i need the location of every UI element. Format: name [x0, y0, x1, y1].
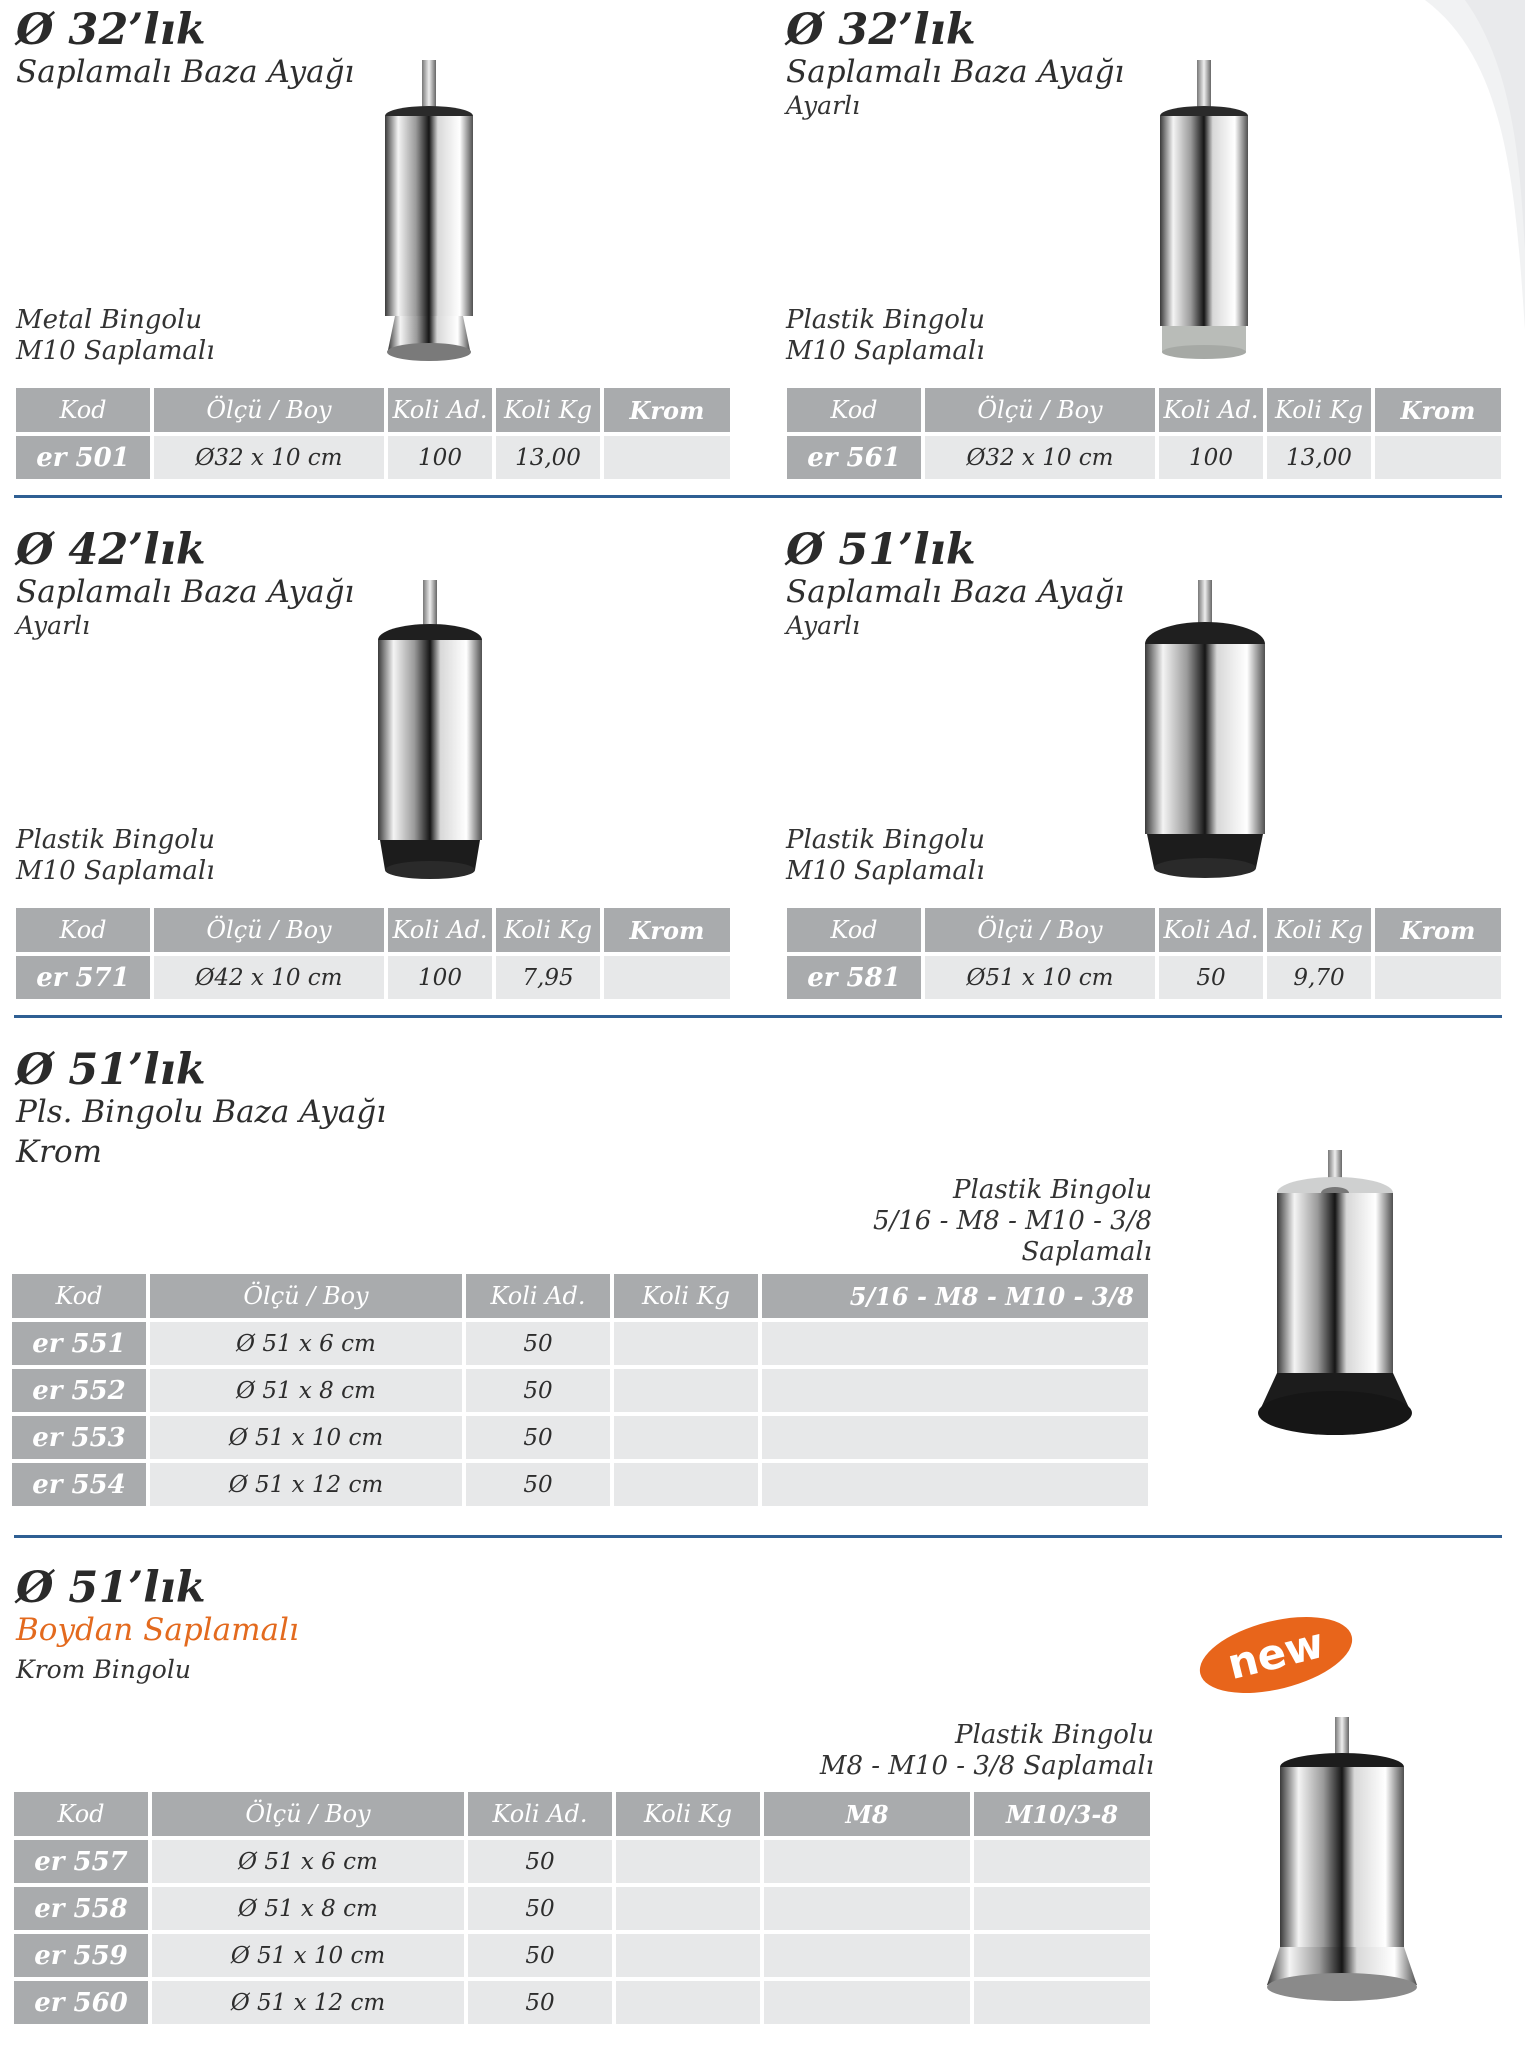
- column-header: Ölçü / Boy: [925, 388, 1155, 432]
- table-cell: 50: [466, 1416, 610, 1459]
- product-table: [8, 1270, 1152, 1510]
- table-cell: Ø32 x 10 cm: [925, 436, 1155, 479]
- table-cell: Ø 51 x 12 cm: [152, 1981, 464, 2024]
- product-code: er 558: [14, 1887, 148, 1930]
- product-spec: [786, 825, 985, 887]
- product-block: [16, 6, 396, 90]
- table-cell: [974, 1934, 1150, 1977]
- new-badge-icon: [1196, 1610, 1356, 1700]
- table-cell: Ø 51 x 6 cm: [152, 1840, 464, 1883]
- table-row: [787, 436, 1501, 479]
- table-cell: [762, 1416, 1148, 1459]
- table-cell: Ø 51 x 8 cm: [152, 1887, 464, 1930]
- product-title: Ø 51’lık: [16, 1045, 206, 1095]
- table-cell: Ø 51 x 6 cm: [150, 1322, 462, 1365]
- product-subtitle: Saplamalı Baza Ayağı: [16, 574, 355, 610]
- product-block: [786, 526, 1166, 642]
- column-header: Koli Kg: [1267, 388, 1371, 432]
- product-note: Ayarlı: [16, 611, 91, 640]
- spec-line: Saplamalı: [1021, 1237, 1152, 1267]
- table-cell: [974, 1981, 1150, 2024]
- spec-line: Plastik Bingolu: [955, 1720, 1154, 1750]
- product-title: Ø 51’lık: [786, 525, 976, 575]
- product-note: Krom: [16, 1134, 103, 1170]
- product-spec: [16, 305, 215, 367]
- product-block: [16, 1046, 516, 1170]
- table-cell: [616, 1887, 760, 1930]
- spec-line: M10 Saplamalı: [16, 336, 215, 366]
- product-photo-chrome-leg: [370, 58, 490, 368]
- table-cell: 100: [388, 436, 492, 479]
- product-subtitle: Saplamalı Baza Ayağı: [786, 574, 1125, 610]
- table-cell: [604, 436, 730, 479]
- table-cell: 100: [388, 956, 492, 999]
- product-code: er 571: [16, 956, 150, 999]
- product-code: er 551: [12, 1322, 146, 1365]
- product-code: er 557: [14, 1840, 148, 1883]
- table-cell: [764, 1887, 970, 1930]
- column-header: Krom: [604, 908, 730, 952]
- table-cell: [762, 1322, 1148, 1365]
- table-cell: 50: [468, 1934, 612, 1977]
- table-header-row: [16, 388, 730, 432]
- product-code: er 561: [787, 436, 921, 479]
- product-spec: [16, 825, 215, 887]
- column-header: Kod: [16, 388, 150, 432]
- table-row: [14, 1981, 1150, 2024]
- spec-line: M10 Saplamalı: [786, 336, 985, 366]
- table-cell: Ø32 x 10 cm: [154, 436, 384, 479]
- product-table: [783, 904, 1505, 1003]
- product-spec: [760, 1720, 1154, 1782]
- column-header: Krom: [1375, 388, 1501, 432]
- table-cell: 50: [466, 1463, 610, 1506]
- spec-line: M8 - M10 - 3/8 Saplamalı: [819, 1751, 1154, 1781]
- table-cell: [616, 1934, 760, 1977]
- table-row: [14, 1887, 1150, 1930]
- column-header: Ölçü / Boy: [154, 908, 384, 952]
- table-header-row: [787, 908, 1501, 952]
- table-row: [14, 1934, 1150, 1977]
- product-photo-chrome-leg: [1145, 58, 1265, 368]
- table-row: [12, 1416, 1148, 1459]
- table-cell: Ø51 x 10 cm: [925, 956, 1155, 999]
- section-divider: [14, 1535, 1502, 1538]
- table-cell: [616, 1840, 760, 1883]
- product-subtitle: Boydan Saplamalı: [16, 1612, 299, 1648]
- product-title: Ø 32’lık: [16, 5, 206, 55]
- product-note: Krom Bingolu: [16, 1655, 191, 1684]
- column-header: 5/16 - M8 - M10 - 3/8: [762, 1274, 1148, 1318]
- product-code: er 560: [14, 1981, 148, 2024]
- product-photo-chrome-leg: [1262, 1715, 1422, 2015]
- product-subtitle: Pls. Bingolu Baza Ayağı: [16, 1094, 387, 1130]
- table-row: [787, 956, 1501, 999]
- table-cell: [614, 1463, 758, 1506]
- table-cell: 50: [1159, 956, 1263, 999]
- column-header: M10/3-8: [974, 1792, 1150, 1836]
- table-cell: 50: [466, 1322, 610, 1365]
- table-cell: [614, 1369, 758, 1412]
- column-header: Kod: [787, 388, 921, 432]
- spec-line: Plastik Bingolu: [953, 1175, 1152, 1205]
- column-header: M8: [764, 1792, 970, 1836]
- table-cell: 13,00: [1267, 436, 1371, 479]
- table-row: [12, 1369, 1148, 1412]
- product-code: er 581: [787, 956, 921, 999]
- spec-line: Plastik Bingolu: [786, 305, 985, 335]
- product-block: [16, 1564, 516, 1686]
- product-table: [10, 1788, 1154, 2028]
- product-code: er 554: [12, 1463, 146, 1506]
- table-cell: [616, 1981, 760, 2024]
- table-row: [16, 956, 730, 999]
- table-cell: 50: [468, 1981, 612, 2024]
- table-cell: Ø42 x 10 cm: [154, 956, 384, 999]
- column-header: Koli Kg: [616, 1792, 760, 1836]
- column-header: Ölçü / Boy: [152, 1792, 464, 1836]
- table-cell: [764, 1934, 970, 1977]
- table-header-row: [14, 1792, 1150, 1836]
- table-cell: [974, 1840, 1150, 1883]
- column-header: Ölçü / Boy: [154, 388, 384, 432]
- section-divider: [14, 495, 1502, 498]
- product-table: [783, 384, 1505, 483]
- decorative-corner-swoosh: [1365, 0, 1525, 360]
- product-subtitle: Saplamalı Baza Ayağı: [786, 54, 1125, 90]
- product-spec: [786, 305, 985, 367]
- product-photo-chrome-leg: [1140, 578, 1270, 888]
- table-cell: 9,70: [1267, 956, 1371, 999]
- table-header-row: [787, 388, 1501, 432]
- product-note: Ayarlı: [786, 611, 861, 640]
- table-cell: Ø 51 x 10 cm: [152, 1934, 464, 1977]
- column-header: Krom: [1375, 908, 1501, 952]
- product-title: Ø 51’lık: [16, 1563, 206, 1613]
- column-header: Kod: [14, 1792, 148, 1836]
- table-cell: [762, 1369, 1148, 1412]
- table-cell: 50: [466, 1369, 610, 1412]
- table-cell: [764, 1981, 970, 2024]
- column-header: Kod: [16, 908, 150, 952]
- table-cell: Ø 51 x 10 cm: [150, 1416, 462, 1459]
- product-subtitle: Saplamalı Baza Ayağı: [16, 54, 355, 90]
- column-header: Koli Ad.: [468, 1792, 612, 1836]
- table-cell: [1375, 956, 1501, 999]
- new-badge-label: new: [1222, 1618, 1329, 1690]
- product-table: [12, 384, 734, 483]
- table-row: [14, 1840, 1150, 1883]
- product-photo-chrome-leg: [375, 578, 485, 888]
- column-header: Koli Ad.: [388, 388, 492, 432]
- product-block: [16, 526, 396, 642]
- table-cell: 7,95: [496, 956, 600, 999]
- table-cell: 50: [468, 1840, 612, 1883]
- spec-line: Plastik Bingolu: [16, 825, 215, 855]
- product-table: [12, 904, 734, 1003]
- column-header: Koli Kg: [614, 1274, 758, 1318]
- spec-line: M10 Saplamalı: [16, 856, 215, 886]
- table-cell: [1375, 436, 1501, 479]
- column-header: Koli Ad.: [1159, 908, 1263, 952]
- table-cell: Ø 51 x 8 cm: [150, 1369, 462, 1412]
- table-cell: 100: [1159, 436, 1263, 479]
- product-code: er 552: [12, 1369, 146, 1412]
- table-cell: 13,00: [496, 436, 600, 479]
- table-header-row: [12, 1274, 1148, 1318]
- spec-line: M10 Saplamalı: [786, 856, 985, 886]
- product-photo-chrome-leg: [1250, 1148, 1420, 1448]
- spec-line: Plastik Bingolu: [786, 825, 985, 855]
- product-code: er 553: [12, 1416, 146, 1459]
- column-header: Kod: [12, 1274, 146, 1318]
- table-row: [12, 1463, 1148, 1506]
- table-cell: 50: [468, 1887, 612, 1930]
- spec-line: 5/16 - M8 - M10 - 3/8: [872, 1206, 1152, 1236]
- product-code: er 501: [16, 436, 150, 479]
- table-cell: [974, 1887, 1150, 1930]
- product-spec: [760, 1175, 1152, 1268]
- product-title: Ø 32’lık: [786, 5, 976, 55]
- column-header: Ölçü / Boy: [150, 1274, 462, 1318]
- table-row: [12, 1322, 1148, 1365]
- table-cell: [614, 1322, 758, 1365]
- column-header: Koli Kg: [496, 388, 600, 432]
- product-note: Ayarlı: [786, 91, 861, 120]
- product-block: [786, 6, 1166, 122]
- table-cell: [764, 1840, 970, 1883]
- column-header: Koli Ad.: [466, 1274, 610, 1318]
- table-cell: [604, 956, 730, 999]
- table-cell: [762, 1463, 1148, 1506]
- section-divider: [14, 1015, 1502, 1018]
- table-cell: [614, 1416, 758, 1459]
- column-header: Krom: [604, 388, 730, 432]
- spec-line: Metal Bingolu: [16, 305, 203, 335]
- table-cell: Ø 51 x 12 cm: [150, 1463, 462, 1506]
- table-row: [16, 436, 730, 479]
- column-header: Koli Kg: [1267, 908, 1371, 952]
- product-title: Ø 42’lık: [16, 525, 206, 575]
- column-header: Kod: [787, 908, 921, 952]
- column-header: Koli Ad.: [1159, 388, 1263, 432]
- column-header: Koli Kg: [496, 908, 600, 952]
- table-header-row: [16, 908, 730, 952]
- column-header: Koli Ad.: [388, 908, 492, 952]
- column-header: Ölçü / Boy: [925, 908, 1155, 952]
- product-code: er 559: [14, 1934, 148, 1977]
